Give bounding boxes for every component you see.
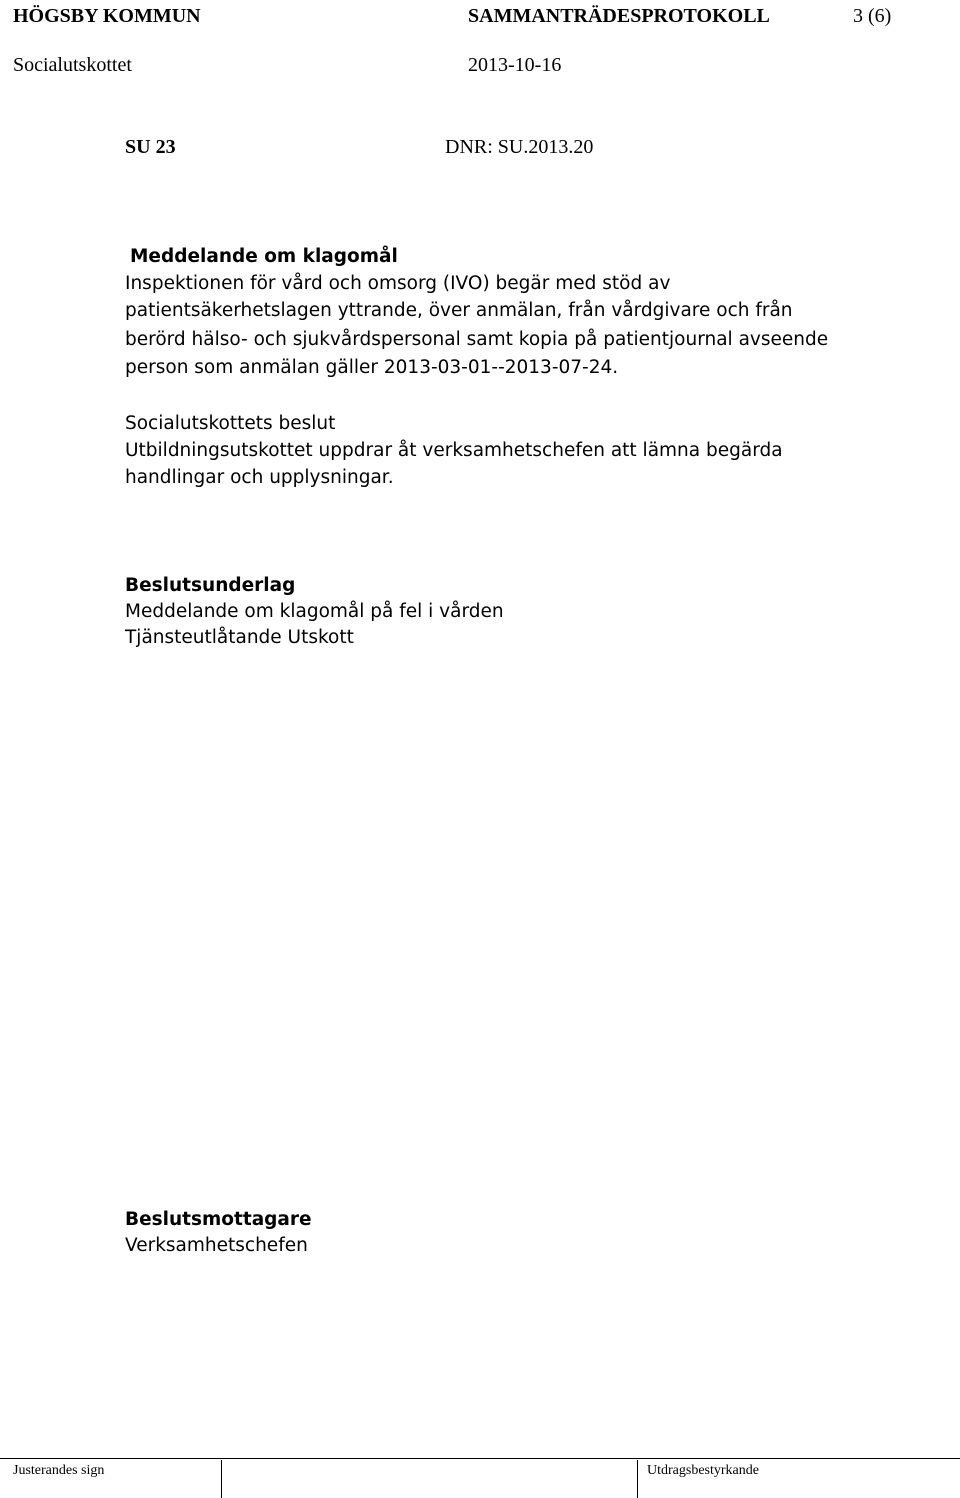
decision-line: Utbildningsutskottet uppdrar åt verksamhetschefen att lämna begärda <box>125 440 783 461</box>
recipients-line: Verksamhetschefen <box>125 1235 308 1256</box>
decision-line: handlingar och upplysningar. <box>125 467 394 488</box>
notice-heading: Meddelande om klagomål <box>130 246 398 267</box>
signature-label: Justerandes sign <box>13 1463 105 1478</box>
recipients-heading: Beslutsmottagare <box>125 1209 312 1230</box>
decision-heading: Socialutskottets beslut <box>125 413 336 434</box>
page-number: 3 (6) <box>853 5 892 27</box>
meeting-date: 2013-10-16 <box>468 54 562 76</box>
notice-line: Inspektionen för vård och omsorg (IVO) begär med stöd av <box>125 273 671 294</box>
footer-divider <box>221 1460 222 1498</box>
footer-rule <box>0 1458 960 1459</box>
certification-label: Utdragsbestyrkande <box>647 1463 759 1478</box>
basis-heading: Beslutsunderlag <box>125 575 296 596</box>
basis-line: Meddelande om klagomål på fel i vården <box>125 601 504 622</box>
committee-name: Socialutskottet <box>13 54 132 76</box>
notice-line: berörd hälso- och sjukvårdspersonal samt kopia på patientjournal avseende <box>125 329 829 350</box>
notice-line: person som anmälan gäller 2013-03-01--2013-07-24. <box>125 357 619 378</box>
notice-line: patientsäkerhetslagen yttrande, över anmälan, från vårdgivare och från <box>125 300 793 321</box>
footer-divider <box>637 1460 638 1498</box>
document-type: SAMMANTRÄDESPROTOKOLL <box>468 5 770 27</box>
case-dnr: DNR: SU.2013.20 <box>445 136 594 158</box>
case-number: SU 23 <box>125 136 176 158</box>
municipality-name: HÖGSBY KOMMUN <box>13 5 201 27</box>
basis-line: Tjänsteutlåtande Utskott <box>125 627 354 648</box>
